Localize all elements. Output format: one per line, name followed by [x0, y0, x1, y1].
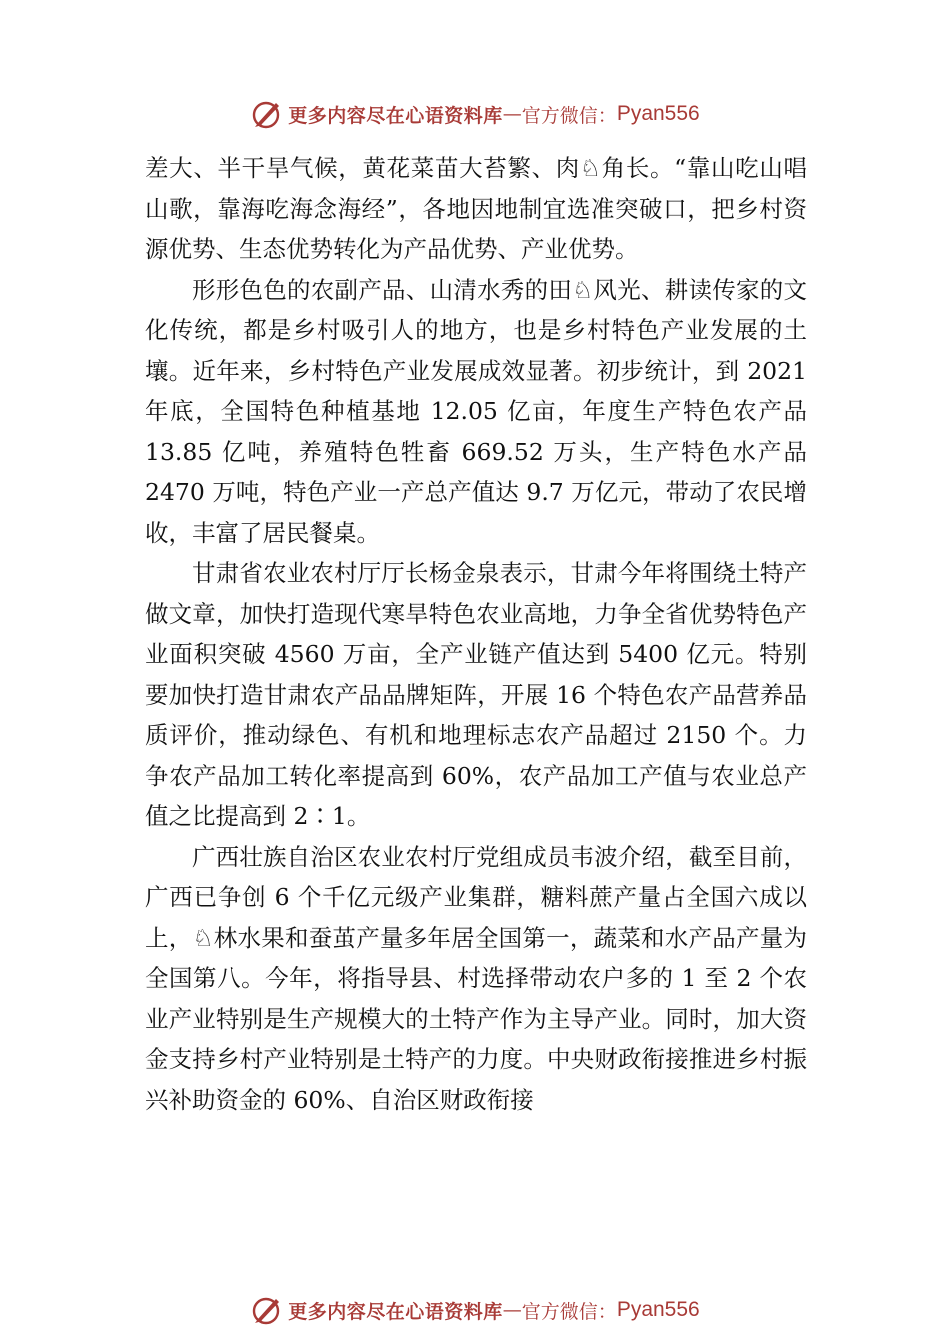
footer-banner	[0, 1290, 950, 1330]
paragraph-2: 形形色色的农副产品、山清水秀的田♘风光、耕读传家的文化传统，都是乡村吸引人的地方，也是乡村特色产业发展的土壤。近年来，乡村特色产业发展成效显著。初步统计，到 2021 年底，全国特色种植基地 12.05 亿亩，年度生产特色农产品 13.85 亿吨，养殖特色牲畜 669.52 万头，生产特色水产品 2470 万吨，特色产业一产总产值达 9.7 万亿元，带动了农民增收，丰富了居民餐桌。	[145, 275, 807, 547]
banner-wechat-label: 官方微信：	[521, 104, 617, 127]
header-banner	[0, 94, 950, 134]
banner-separator: —	[502, 1299, 522, 1321]
paragraph-1: 差大、半干旱气候，黄花菜苗大苔繁、肉♘角长。“靠山吃山唱山歌，靠海吃海念海经”，各地因地制宜选准突破口，把乡村资源优势、生态优势转化为产品优势、产业优势。	[145, 154, 807, 263]
banner-wechat-id: Pyan556	[616, 1298, 700, 1321]
banner-wechat-label: 官方微信：	[521, 1300, 617, 1323]
banner-separator: —	[502, 103, 522, 125]
paragraph-3: 甘肃省农业农村厅厅长杨金泉表示，甘肃今年将围绕土特产做文章，加快打造现代寒旱特色农业高地，力争全省优势特色产业面积突破 4560 万亩，全产业链产值达到 5400 亿元。特别要加快打造甘肃农产品品牌矩阵，开展 16 个特色农产品营养品质评价，推动绿色、有机和地理标志农产品超过 2150 个。力争农产品加工转化率提高到 60%，农产品加工产值与农业总产值之比提高到 2∶1。	[145, 559, 807, 830]
banner-main-text: 更多内容尽在心语资料库	[288, 104, 503, 127]
banner-wechat-id: Pyan556	[616, 102, 700, 125]
paragraph-4: 广西壮族自治区农业农村厅党组成员韦波介绍，截至目前，广西已争创 6 个千亿元级产业集群，糖料蔗产量占全国六成以上，♘林水果和蚕茧产量多年居全国第一，蔬菜和水产品产量为全国第八。今年，将指导县、村选择带动农户多的 1 至 2 个农业产业特别是生产规模大的土特产作为主导产业。同时，加大资金支持乡村产业特别是土特产的力度。中央财政衔接推进乡村振兴补助资金的 60%、自治区财政衔接	[145, 842, 807, 1114]
banner-main-text: 更多内容尽在心语资料库	[288, 1300, 503, 1323]
pen-circle-logo-icon	[250, 97, 284, 131]
document-body	[145, 148, 807, 1120]
pen-circle-logo-icon	[250, 1293, 284, 1327]
